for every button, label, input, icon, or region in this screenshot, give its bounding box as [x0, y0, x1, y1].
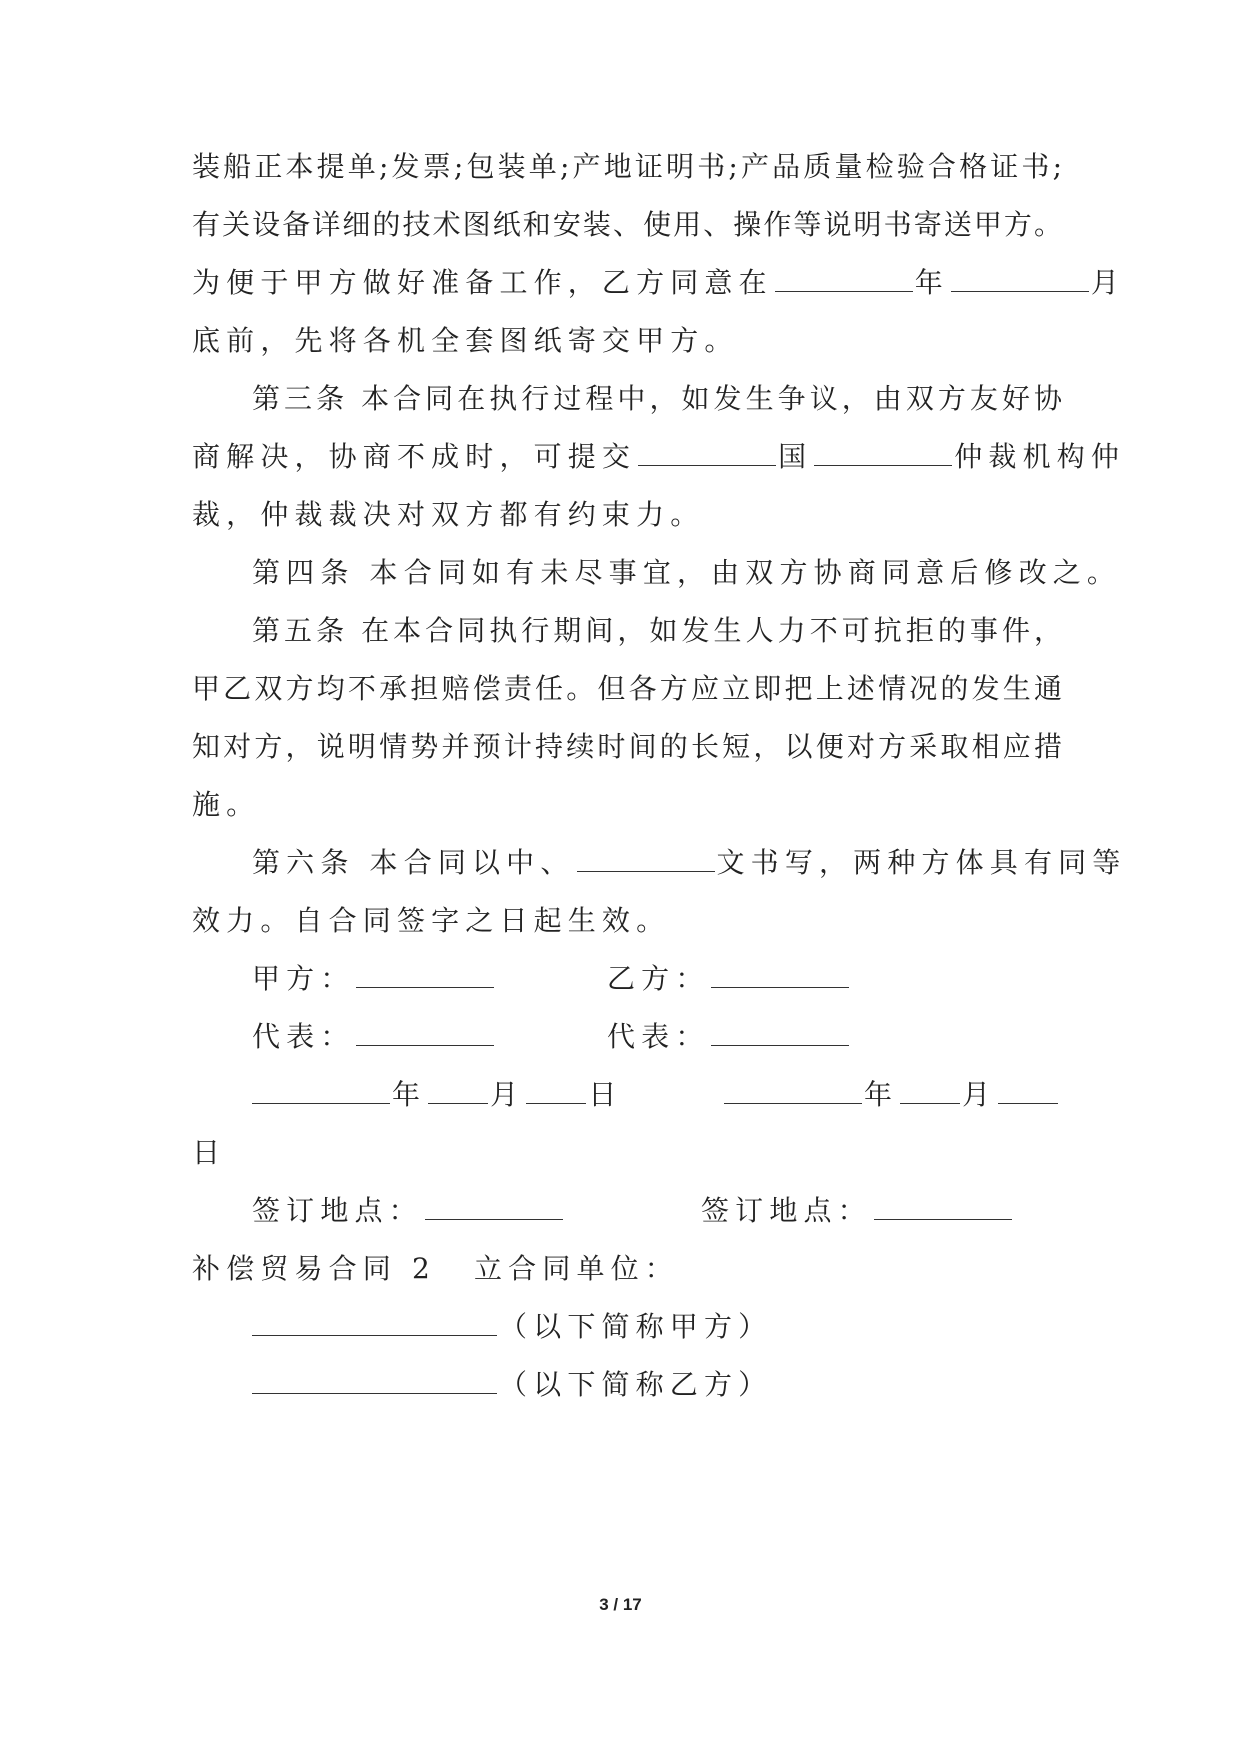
party-a-signing-place	[252, 1191, 565, 1231]
blank-underline	[711, 1019, 849, 1046]
text-line: 知对方，说明情势并预计持续时间的长短，以便对方采取相应措	[192, 730, 1062, 763]
place-label: 签订地点：	[252, 1194, 423, 1227]
blank-underline	[814, 439, 952, 466]
text-line: 底前，先将各机全套图纸寄交甲方。	[192, 324, 739, 357]
party-a-label: 甲方：	[252, 962, 355, 995]
blank-underline	[356, 1019, 494, 1046]
text-line: 有关设备详细的技术图纸和安装、使用、操作等说明书寄送甲方。	[192, 208, 1062, 241]
blank-underline	[951, 265, 1089, 292]
party-b-date	[722, 1075, 1060, 1115]
blank-underline	[252, 1367, 497, 1394]
contract-party-label: 立合同单位：	[474, 1252, 679, 1285]
blank-underline	[874, 1193, 1012, 1220]
date-day: 日	[588, 1078, 623, 1111]
article-6-heading	[192, 843, 1126, 883]
article-5-heading: 第五条 在本合同执行期间，如发生人力不可抗拒的事件，	[252, 614, 1062, 647]
blank-underline	[425, 1193, 563, 1220]
place-label: 签订地点：	[701, 1194, 872, 1227]
date-month: 月	[490, 1078, 525, 1111]
text-fragment: 国	[778, 440, 813, 473]
contract-2-party-a	[250, 1307, 772, 1347]
blank-underline	[252, 1077, 390, 1104]
party-b-label: 乙方：	[607, 962, 710, 995]
date-year: 年	[392, 1078, 427, 1111]
text-fragment: 为便于甲方做好准备工作，乙方同意在	[192, 266, 773, 299]
contract-2-title: 补偿贸易合同 2	[192, 1252, 436, 1285]
text-line: 效力。自合同签字之日起生效。	[192, 904, 671, 937]
page-indicator: 3 / 17	[599, 1595, 642, 1614]
party-a-representative	[252, 1017, 496, 1057]
rep-label: 代表：	[252, 1020, 355, 1053]
article-4: 第四条 本合同如有未尽事宜，由双方协商同意后修改之。	[252, 556, 1122, 589]
text-line: 裁，仲裁裁决对双方都有约束力。	[192, 498, 705, 531]
blank-underline	[526, 1077, 586, 1104]
blank-underline	[900, 1077, 960, 1104]
party-b-note: （以下简称乙方）	[499, 1368, 773, 1401]
text-line: 日	[192, 1136, 227, 1169]
text-fragment: 仲裁机构仲	[954, 440, 1126, 473]
blank-underline	[724, 1077, 862, 1104]
date-year: 年	[864, 1078, 899, 1111]
text-line	[192, 437, 1125, 477]
text-line: 甲乙双方均不承担赔偿责任。但各方应立即把上述情况的发生通	[192, 672, 1062, 705]
blank-underline	[775, 265, 913, 292]
date-month: 月	[962, 1078, 997, 1111]
blank-underline	[638, 439, 776, 466]
blank-underline	[252, 1309, 497, 1336]
party-b-representative	[607, 1017, 851, 1057]
contract-2-party-b	[250, 1365, 772, 1405]
text-fragment: 年	[914, 266, 949, 299]
blank-underline	[711, 961, 849, 988]
blank-underline	[998, 1077, 1058, 1104]
text-fragment: 第六条 本合同以中、	[252, 846, 575, 879]
party-a-note: （以下简称甲方）	[499, 1310, 773, 1343]
text-fragment: 商解决，协商不成时，可提交	[192, 440, 637, 473]
contract-2-heading	[192, 1249, 679, 1289]
text-fragment: 文书写，两种方体具有同等	[716, 846, 1127, 879]
blank-underline	[356, 961, 494, 988]
party-a-signature	[252, 959, 496, 999]
blank-underline	[428, 1077, 488, 1104]
article-3-heading: 第三条 本合同在执行过程中，如发生争议，由双方友好协	[252, 382, 1062, 415]
text-fragment: 月	[1090, 266, 1126, 299]
text-line: 施。	[192, 788, 261, 821]
text-line: 装船正本提单;发票;包装单;产地证明书;产品质量检验合格证书;	[192, 150, 1062, 183]
party-b-signature	[607, 959, 851, 999]
blank-underline	[577, 845, 715, 872]
party-b-signing-place	[701, 1191, 1014, 1231]
text-line	[192, 263, 1125, 303]
party-a-date	[250, 1075, 623, 1115]
rep-label: 代表：	[607, 1020, 710, 1053]
